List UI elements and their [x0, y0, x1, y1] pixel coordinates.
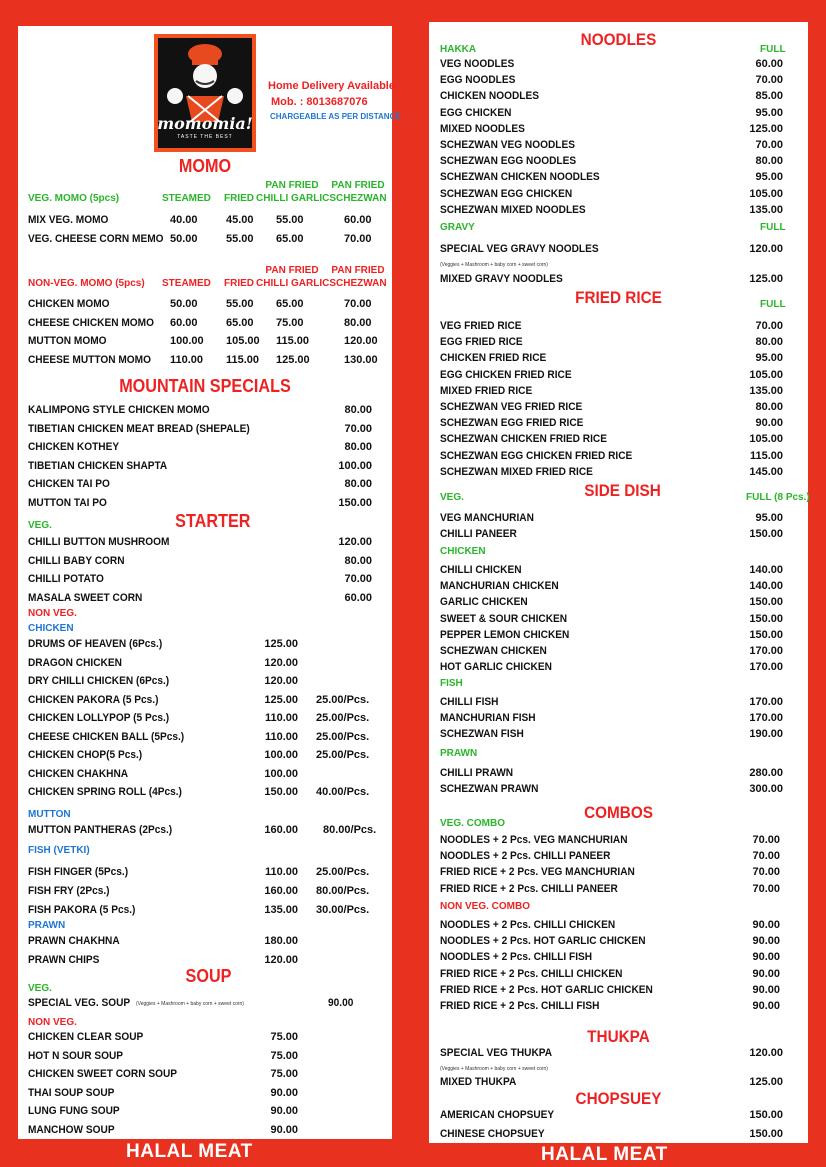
starter-heading: STARTER — [175, 511, 251, 531]
veg-col-fried: FRIED — [224, 193, 254, 204]
nonveg-momo-a: 110.00 — [170, 353, 204, 366]
side-veg-item-p: 95.00 — [755, 512, 783, 524]
side-chicken-item-name: SWEET & SOUR CHICKEN — [440, 612, 568, 625]
combo-nonveg-item-name: FRIED RICE + 2 Pcs. HOT GARLIC CHICKEN — [440, 983, 653, 996]
side-fish-item-name: MANCHURIAN FISH — [440, 712, 536, 725]
side-veg-label: VEG. — [440, 492, 464, 503]
fried-rice-item-p: 90.00 — [755, 417, 783, 430]
fried-rice-heading: FRIED RICE — [575, 288, 662, 307]
nonveg-momo-a: 100.00 — [170, 335, 204, 347]
starter-chicken-label: CHICKEN — [28, 623, 74, 634]
soup-item-p: 75.00 — [270, 1031, 298, 1043]
soup-veg-label: VEG. — [28, 983, 52, 994]
starter-prawn-label: PRAWN — [28, 920, 66, 931]
thukpa-item-1-price: 120.00 — [749, 1047, 783, 1059]
side-fish-item-p: 190.00 — [749, 728, 783, 741]
side-chicken-item-name: MANCHURIAN CHICKEN — [440, 580, 559, 593]
starter-chicken-item-q: 25.00/Pcs. — [316, 712, 370, 724]
fried-rice-full-label: FULL — [760, 299, 786, 310]
chopsuey-item-p: 150.00 — [749, 1128, 783, 1140]
gravy-item-1-price: 120.00 — [749, 243, 783, 255]
side-chicken-label: CHICKEN — [440, 546, 486, 557]
veg-momo-a: 50.00 — [170, 233, 198, 245]
starter-chicken-item-name: CHICKEN LOLLYPOP (5 Pcs.) — [28, 712, 170, 724]
mountain-item-p: 150.00 — [338, 496, 372, 509]
starter-chicken-item-name: CHICKEN PAKORA (5 Pcs.) — [28, 693, 159, 706]
soup-veg-name: SPECIAL VEG. SOUP — [28, 997, 131, 1009]
side-veg-item-p: 150.00 — [749, 528, 783, 541]
starter-veg-item-name: CHILLI BUTTON MUSHROOM — [28, 536, 170, 548]
starter-veg-item-p: 70.00 — [344, 573, 372, 585]
momomia-logo — [154, 34, 256, 152]
fried-rice-item-name: SCHEZWAN MIXED FRIED RICE — [440, 465, 593, 478]
soup-item-name: CHICKEN CLEAR SOUP — [28, 1031, 144, 1043]
noodle-item-name: SCHEZWAN EGG NOODLES — [440, 155, 577, 168]
nonveg-momo-d: 120.00 — [344, 335, 378, 347]
veg-momo-c: 55.00 — [276, 214, 304, 226]
veg-col-panfried-sz-1: PAN FRIED — [331, 180, 385, 191]
nv-col-panfried-cg-1: PAN FRIED — [265, 265, 319, 276]
combo-veg-item-name: NOODLES + 2 Pcs. CHILLI PANEER — [440, 850, 611, 863]
veg-momo-a: 40.00 — [170, 214, 198, 226]
fried-rice-item-p: 80.00 — [755, 401, 783, 413]
soup-item-name: HOT N SOUR SOUP — [28, 1049, 124, 1062]
mountain-item-name: TIBETIAN CHICKEN SHAPTA — [28, 459, 168, 472]
veg-momo-d: 60.00 — [344, 214, 372, 226]
starter-veg-item-name: CHILLI BABY CORN — [28, 554, 125, 567]
nonveg-momo-b: 55.00 — [226, 298, 254, 310]
starter-fish-item-q: 80.00/Pcs. — [316, 885, 370, 897]
fried-rice-item-name: SCHEZWAN CHICKEN FRIED RICE — [440, 433, 607, 446]
side-chicken-item-p: 150.00 — [749, 628, 783, 641]
side-chicken-item-name: CHILLI CHICKEN — [440, 564, 522, 576]
fried-rice-item-name: EGG CHICKEN FRIED RICE — [440, 368, 572, 381]
nv-col-steamed: STEAMED — [162, 278, 211, 289]
starter-prawn-item-name: PRAWN CHIPS — [28, 954, 100, 966]
starter-chicken-item-name: CHICKEN CHOP(5 Pcs.) — [28, 749, 143, 761]
nonveg-momo-b: 115.00 — [226, 353, 260, 366]
soup-item-name: LUNG FUNG SOUP — [28, 1105, 120, 1117]
combo-nonveg-item-name: NOODLES + 2 Pcs. CHILLI CHICKEN — [440, 919, 616, 931]
combo-nonveg-item-p: 90.00 — [752, 983, 780, 996]
combo-nonveg-item-p: 90.00 — [752, 951, 780, 964]
noodle-item-name: SCHEZWAN CHICKEN NOODLES — [440, 171, 600, 184]
veg-momo-b: 55.00 — [226, 233, 254, 245]
nonveg-momo-label: NON-VEG. MOMO (5pcs) — [28, 278, 145, 289]
nonveg-momo-d: 70.00 — [344, 298, 372, 310]
side-chicken-item-p: 140.00 — [749, 580, 783, 593]
thukpa-item-1-name: SPECIAL VEG THUKPA — [440, 1047, 553, 1059]
soup-item-p: 90.00 — [270, 1086, 298, 1099]
starter-mutton-item-name: MUTTON PANTHERAS (2Pcs.) — [28, 824, 173, 836]
nonveg-momo-a: 50.00 — [170, 298, 198, 310]
starter-fish-item-p: 135.00 — [264, 904, 298, 916]
nonveg-momo-b: 65.00 — [226, 316, 254, 329]
veg-momo-c: 65.00 — [276, 233, 304, 245]
fried-rice-item-p: 70.00 — [755, 320, 783, 332]
noodle-item-p: 135.00 — [749, 203, 783, 216]
starter-chicken-item-name: CHEESE CHICKEN BALL (5Pcs.) — [28, 730, 185, 743]
combo-nonveg-label: NON VEG. COMBO — [440, 901, 531, 912]
chopsuey-item-name: AMERICAN CHOPSUEY — [440, 1109, 555, 1121]
side-chicken-item-name: SCHEZWAN CHICKEN — [440, 645, 547, 657]
fried-rice-item-p: 115.00 — [749, 449, 783, 462]
starter-chicken-item-p: 125.00 — [264, 693, 298, 706]
noodles-heading: NOODLES — [580, 30, 657, 49]
starter-chicken-item-p: 110.00 — [264, 712, 298, 724]
nv-col-panfried-sz-2: SCHEZWAN — [329, 278, 387, 289]
starter-chicken-item-name: DRAGON CHICKEN — [28, 656, 122, 669]
soup-item-name: CHICKEN SWEET CORN SOUP — [28, 1068, 178, 1080]
veg-col-panfried-cg-2: CHILLI GARLIC — [256, 193, 330, 204]
fried-rice-item-name: VEG FRIED RICE — [440, 320, 522, 332]
mountain-item-p: 80.00 — [344, 478, 372, 490]
veg-momo-b: 45.00 — [226, 214, 254, 226]
mountain-item-name: CHICKEN KOTHEY — [28, 441, 120, 453]
fried-rice-item-p: 95.00 — [755, 352, 783, 365]
combo-veg-item-name: NOODLES + 2 Pcs. VEG MANCHURIAN — [440, 834, 628, 846]
chopsuey-item-name: CHINESE CHOPSUEY — [440, 1128, 545, 1140]
side-fish-item-name: CHILLI FISH — [440, 696, 499, 708]
combo-nonveg-item-p: 90.00 — [752, 1000, 780, 1012]
side-chicken-item-name: PEPPER LEMON CHICKEN — [440, 628, 570, 641]
nonveg-momo-name: CHEESE MUTTON MOMO — [28, 353, 151, 366]
fried-rice-item-name: SCHEZWAN EGG FRIED RICE — [440, 417, 584, 430]
starter-chicken-item-name: DRY CHILLI CHICKEN (6Pcs.) — [28, 675, 170, 687]
noodle-item-name: EGG NOODLES — [440, 74, 516, 87]
starter-chicken-item-p: 120.00 — [264, 656, 298, 669]
noodle-item-name: SCHEZWAN VEG NOODLES — [440, 139, 575, 151]
veg-col-steamed: STEAMED — [162, 193, 211, 204]
soup-item-p: 75.00 — [270, 1068, 298, 1080]
combo-nonveg-item-name: NOODLES + 2 Pcs. HOT GARLIC CHICKEN — [440, 935, 646, 948]
nonveg-momo-d: 80.00 — [344, 316, 372, 329]
fried-rice-item-p: 105.00 — [749, 433, 783, 446]
mountain-specials-heading: MOUNTAIN SPECIALS — [119, 376, 291, 396]
starter-fish-label: FISH (VETKI) — [28, 845, 90, 856]
noodle-item-p: 70.00 — [755, 139, 783, 151]
combo-veg-item-p: 70.00 — [752, 850, 780, 863]
chopsuey-heading: CHOPSUEY — [575, 1089, 662, 1108]
soup-nonveg-label: NON VEG. — [28, 1017, 77, 1028]
veg-momo-d: 70.00 — [344, 233, 372, 245]
combo-veg-item-name: FRIED RICE + 2 Pcs. VEG MANCHURIAN — [440, 866, 635, 879]
noodle-item-p: 70.00 — [755, 74, 783, 87]
nonveg-momo-c: 65.00 — [276, 298, 304, 310]
mountain-item-name: KALIMPONG STYLE CHICKEN MOMO — [28, 404, 210, 416]
thukpa-item-1-note: (Veggies + Mashroom + baby corn + sweet corn) — [440, 1066, 548, 1072]
starter-chicken-item-name: DRUMS OF HEAVEN (6Pcs.) — [28, 638, 163, 650]
combo-veg-label: VEG. COMBO — [440, 818, 506, 829]
nv-col-fried: FRIED — [224, 278, 254, 289]
starter-fish-item-name: FISH PAKORA (5 Pcs.) — [28, 904, 136, 916]
noodle-item-name: SCHEZWAN EGG CHICKEN — [440, 187, 573, 200]
noodle-item-p: 60.00 — [755, 58, 783, 70]
starter-mutton-item-price: 160.00 — [264, 824, 298, 836]
fried-rice-item-p: 105.00 — [749, 368, 783, 381]
starter-chicken-item-q: 25.00/Pcs. — [316, 693, 370, 706]
nonveg-momo-c: 75.00 — [276, 316, 304, 329]
mountain-item-p: 80.00 — [344, 441, 372, 453]
nonveg-momo-name: MUTTON MOMO — [28, 335, 107, 347]
starter-veg-item-p: 80.00 — [344, 554, 372, 567]
fried-rice-item-name: SCHEZWAN EGG CHICKEN FRIED RICE — [440, 449, 633, 462]
starter-mutton-label: MUTTON — [28, 809, 71, 820]
nonveg-momo-c: 115.00 — [276, 335, 310, 347]
starter-chicken-item-q: 40.00/Pcs. — [316, 786, 370, 798]
noodles-hakka-label: HAKKA — [440, 44, 477, 55]
gravy-item-1-name: SPECIAL VEG GRAVY NOODLES — [440, 243, 599, 255]
starter-prawn-item-p: 180.00 — [264, 935, 298, 947]
side-chicken-item-p: 150.00 — [749, 612, 783, 625]
halal-meat-footer-right: HALAL MEAT — [541, 1144, 668, 1165]
combo-nonveg-item-p: 90.00 — [752, 935, 780, 948]
noodle-item-name: MIXED NOODLES — [440, 122, 525, 135]
side-chicken-item-p: 140.00 — [749, 564, 783, 576]
brand-name: momomia! — [157, 114, 253, 133]
noodle-item-p: 85.00 — [755, 90, 783, 103]
side-prawn-item-name: SCHEZWAN PRAWN — [440, 783, 539, 796]
mobile-number: Mob. : 8013687076 — [271, 96, 368, 108]
noodle-item-p: 95.00 — [755, 171, 783, 184]
fried-rice-item-p: 80.00 — [755, 336, 783, 349]
nonveg-momo-d: 130.00 — [344, 353, 378, 366]
noodle-item-name: VEG NOODLES — [440, 58, 515, 70]
combo-veg-item-p: 70.00 — [752, 866, 780, 879]
noodle-item-p: 125.00 — [749, 122, 783, 135]
starter-veg-item-name: CHILLI POTATO — [28, 573, 104, 585]
soup-item-p: 90.00 — [270, 1105, 298, 1117]
starter-prawn-item-name: PRAWN CHAKHNA — [28, 935, 120, 947]
gravy-item-1-note: (Veggies + Mashroom + baby corn + sweet corn) — [440, 262, 548, 268]
gravy-item-2-price: 125.00 — [749, 273, 783, 285]
side-fish-label: FISH — [440, 678, 463, 689]
thukpa-item-2-name: MIXED THUKPA — [440, 1076, 517, 1088]
side-prawn-label: PRAWN — [440, 748, 478, 759]
side-chicken-item-name: GARLIC CHICKEN — [440, 596, 528, 609]
combo-nonveg-item-name: FRIED RICE + 2 Pcs. CHILLI CHICKEN — [440, 967, 623, 980]
combo-nonveg-item-name: FRIED RICE + 2 Pcs. CHILLI FISH — [440, 1000, 600, 1012]
starter-fish-item-p: 110.00 — [264, 866, 298, 878]
combo-veg-item-p: 70.00 — [752, 834, 780, 846]
side-prawn-item-p: 300.00 — [749, 783, 783, 796]
starter-veg-item-p: 60.00 — [344, 591, 372, 604]
starter-chicken-item-p: 150.00 — [264, 786, 298, 798]
fried-rice-item-name: CHICKEN FRIED RICE — [440, 352, 547, 365]
starter-nonveg-label: NON VEG. — [28, 608, 77, 619]
noodle-item-name: EGG CHICKEN — [440, 106, 512, 119]
noodle-item-name: SCHEZWAN MIXED NOODLES — [440, 203, 586, 216]
nv-col-panfried-sz-1: PAN FRIED — [331, 265, 385, 276]
soup-heading: SOUP — [185, 966, 232, 986]
side-dish-heading: SIDE DISH — [584, 481, 661, 500]
nv-col-panfried-cg-2: CHILLI GARLIC — [256, 278, 330, 289]
noodle-item-p: 105.00 — [749, 187, 783, 200]
starter-veg-item-name: MASALA SWEET CORN — [28, 591, 143, 604]
combo-veg-item-name: FRIED RICE + 2 Pcs. CHILLI PANEER — [440, 882, 618, 895]
nonveg-momo-name: CHICKEN MOMO — [28, 298, 110, 310]
starter-veg-label: VEG. — [28, 520, 52, 531]
starter-chicken-item-p: 100.00 — [264, 749, 298, 761]
side-veg-item-name: CHILLI PANEER — [440, 528, 517, 541]
soup-item-p: 75.00 — [270, 1049, 298, 1062]
veg-momo-label: VEG. MOMO (5pcs) — [28, 193, 120, 204]
side-chicken-item-p: 150.00 — [749, 596, 783, 609]
side-chicken-item-name: HOT GARLIC CHICKEN — [440, 661, 552, 674]
fried-rice-item-name: EGG FRIED RICE — [440, 336, 523, 349]
starter-fish-item-p: 160.00 — [264, 885, 298, 897]
soup-veg-price: 90.00 — [328, 997, 354, 1009]
starter-chicken-item-q: 25.00/Pcs. — [316, 730, 370, 743]
combo-nonveg-item-p: 90.00 — [752, 919, 780, 931]
starter-chicken-item-p: 100.00 — [264, 767, 298, 780]
gravy-item-2-name: MIXED GRAVY NOODLES — [440, 273, 563, 285]
thukpa-heading: THUKPA — [587, 1027, 650, 1046]
gravy-full-label: FULL — [760, 222, 786, 233]
starter-chicken-item-p: 125.00 — [264, 638, 298, 650]
starter-chicken-item-q: 25.00/Pcs. — [316, 749, 370, 761]
starter-fish-item-q: 30.00/Pcs. — [316, 904, 370, 916]
starter-chicken-item-p: 110.00 — [264, 730, 298, 743]
soup-item-name: MANCHOW SOUP — [28, 1123, 115, 1136]
brand-tagline: TASTE THE BEST — [177, 134, 233, 140]
noodle-item-p: 80.00 — [755, 155, 783, 168]
starter-chicken-item-name: CHICKEN CHAKHNA — [28, 767, 129, 780]
side-fish-item-p: 170.00 — [749, 712, 783, 725]
momo-heading: MOMO — [178, 156, 232, 176]
starter-prawn-item-p: 120.00 — [264, 954, 298, 966]
side-fish-item-name: SCHEZWAN FISH — [440, 728, 524, 741]
starter-veg-item-p: 120.00 — [338, 536, 372, 548]
starter-mutton-item-perpc: 80.00/Pcs. — [323, 824, 377, 836]
mountain-item-p: 70.00 — [344, 422, 372, 435]
mountain-item-p: 80.00 — [344, 404, 372, 416]
side-chicken-item-p: 170.00 — [749, 661, 783, 674]
starter-fish-item-q: 25.00/Pcs. — [316, 866, 370, 878]
mountain-item-name: CHICKEN TAI PO — [28, 478, 110, 490]
delivery-charge-note: CHARGEABLE AS PER DISTANCE — [270, 112, 401, 121]
halal-meat-footer-left: HALAL MEAT — [126, 1141, 253, 1162]
side-full-label: FULL (8 Pcs.) — [746, 492, 810, 503]
gravy-label: GRAVY — [440, 222, 475, 233]
veg-momo-name: VEG. CHEESE CORN MEMO — [28, 233, 164, 245]
soup-item-p: 90.00 — [270, 1123, 298, 1136]
starter-chicken-item-name: CHICKEN SPRING ROLL (4Pcs.) — [28, 786, 182, 798]
nonveg-momo-name: CHEESE CHICKEN MOMO — [28, 316, 154, 329]
fried-rice-item-p: 145.00 — [749, 465, 783, 478]
delivery-text: Home Delivery Available — [268, 80, 395, 92]
veg-col-panfried-cg-1: PAN FRIED — [265, 180, 319, 191]
side-prawn-item-name: CHILLI PRAWN — [440, 767, 514, 779]
combo-veg-item-p: 70.00 — [752, 882, 780, 895]
noodles-full-label: FULL — [760, 44, 786, 55]
noodle-item-name: CHICKEN NOODLES — [440, 90, 539, 103]
side-fish-item-p: 170.00 — [749, 696, 783, 708]
fried-rice-item-p: 135.00 — [749, 384, 783, 397]
veg-col-panfried-sz-2: SCHEZWAN — [329, 193, 387, 204]
noodle-item-p: 95.00 — [755, 106, 783, 119]
soup-veg-note: (Veggies + Mashroom + baby corn + sweet corn) — [136, 1001, 244, 1007]
side-veg-item-name: VEG MANCHURIAN — [440, 512, 534, 524]
combo-nonveg-item-p: 90.00 — [752, 967, 780, 980]
soup-item-name: THAI SOUP SOUP — [28, 1086, 115, 1099]
mountain-item-name: MUTTON TAI PO — [28, 496, 107, 509]
thukpa-item-2-price: 125.00 — [749, 1076, 783, 1088]
side-chicken-item-p: 170.00 — [749, 645, 783, 657]
chopsuey-item-p: 150.00 — [749, 1109, 783, 1121]
starter-fish-item-name: FISH FRY (2Pcs.) — [28, 885, 110, 897]
starter-chicken-item-p: 120.00 — [264, 675, 298, 687]
nonveg-momo-b: 105.00 — [226, 335, 260, 347]
fried-rice-item-name: SCHEZWAN VEG FRIED RICE — [440, 401, 583, 413]
side-prawn-item-p: 280.00 — [749, 767, 783, 779]
veg-momo-name: MIX VEG. MOMO — [28, 214, 109, 226]
nonveg-momo-c: 125.00 — [276, 353, 310, 366]
combos-heading: COMBOS — [584, 803, 653, 822]
fried-rice-item-name: MIXED FRIED RICE — [440, 384, 533, 397]
mountain-item-name: TIBETIAN CHICKEN MEAT BREAD (SHEPALE) — [28, 422, 250, 435]
nonveg-momo-a: 60.00 — [170, 316, 198, 329]
combo-nonveg-item-name: NOODLES + 2 Pcs. CHILLI FISH — [440, 951, 593, 964]
mountain-item-p: 100.00 — [338, 459, 372, 472]
starter-fish-item-name: FISH FINGER (5Pcs.) — [28, 866, 129, 878]
